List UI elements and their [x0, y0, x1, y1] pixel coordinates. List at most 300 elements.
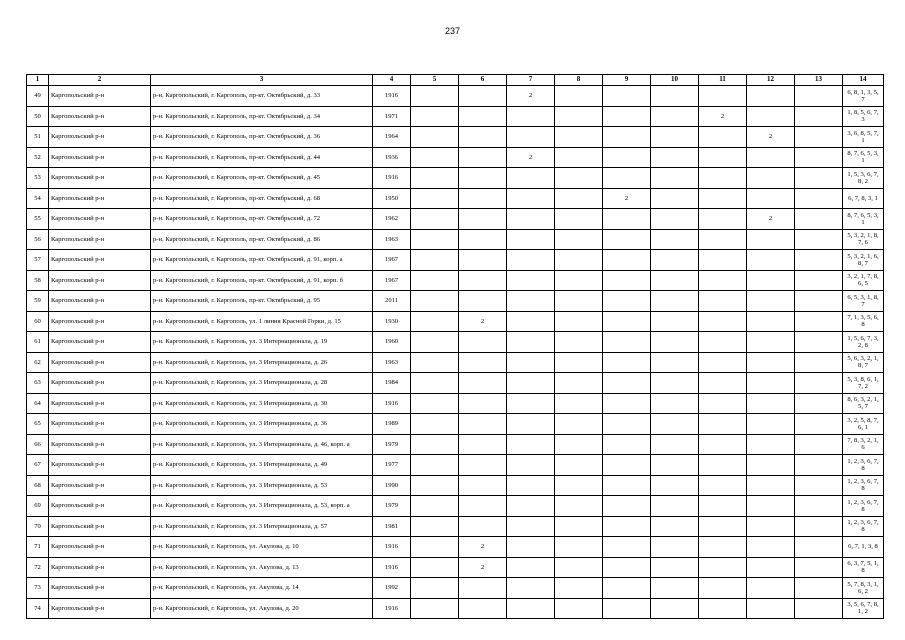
cell-col-14: 6, 7, 1, 3, 8: [843, 537, 884, 558]
cell-col-5: [411, 578, 459, 599]
cell-district: Каргопольский р-н: [49, 270, 151, 291]
cell-col-13: [795, 373, 843, 394]
cell-col-10: [651, 496, 699, 517]
cell-col-8: [555, 557, 603, 578]
cell-address: р-н. Каргопольский, г. Каргополь, ул. 3 Интернационала, д. 36: [151, 414, 373, 435]
table-row: [27, 434, 884, 455]
cell-col-11: [699, 434, 747, 455]
cell-col-13: [795, 229, 843, 250]
table-header-row: [27, 75, 884, 86]
cell-col-14: 3, 2, 5, 8, 7, 6, 1: [843, 414, 884, 435]
cell-col-14: 6, 7, 8, 3, 1: [843, 188, 884, 209]
cell-col-6: [459, 373, 507, 394]
cell-col-14: 8, 6, 3, 2, 1, 5, 7: [843, 393, 884, 414]
cell-col-9: [603, 311, 651, 332]
cell-col-9: [603, 393, 651, 414]
cell-year: 1979: [373, 434, 411, 455]
cell-col-14: 8, 7, 6, 5, 3, 1: [843, 147, 884, 168]
column-header-7: 7: [507, 75, 555, 86]
cell-district: Каргопольский р-н: [49, 598, 151, 619]
cell-col-8: [555, 475, 603, 496]
cell-col-7: [507, 578, 555, 599]
cell-col-7: [507, 209, 555, 230]
cell-row-number: 63: [27, 373, 49, 394]
cell-col-5: [411, 475, 459, 496]
cell-col-14: 3, 6, 8, 5, 7, 1: [843, 127, 884, 148]
cell-col-9: [603, 270, 651, 291]
cell-address: р-н. Каргопольский, г. Каргополь, ул. 3 Интернационала, д. 53: [151, 475, 373, 496]
cell-district: Каргопольский р-н: [49, 209, 151, 230]
cell-col-12: 2: [747, 127, 795, 148]
cell-col-9: [603, 475, 651, 496]
cell-col-9: [603, 250, 651, 271]
cell-address: р-н. Каргопольский, г. Каргополь, ул. Акулова, д. 14: [151, 578, 373, 599]
cell-col-8: [555, 393, 603, 414]
table-row: [27, 414, 884, 435]
column-header-1: 1: [27, 75, 49, 86]
cell-col-6: [459, 188, 507, 209]
cell-row-number: 51: [27, 127, 49, 148]
cell-col-6: [459, 229, 507, 250]
cell-col-13: [795, 86, 843, 107]
cell-district: Каргопольский р-н: [49, 393, 151, 414]
cell-col-13: [795, 414, 843, 435]
cell-district: Каргопольский р-н: [49, 516, 151, 537]
cell-col-11: [699, 188, 747, 209]
cell-col-14: 3, 2, 1, 7, 8, 6, 5: [843, 270, 884, 291]
cell-col-9: [603, 352, 651, 373]
table-row: [27, 393, 884, 414]
cell-year: 1989: [373, 414, 411, 435]
cell-row-number: 59: [27, 291, 49, 312]
cell-col-12: [747, 516, 795, 537]
cell-col-11: [699, 352, 747, 373]
cell-col-5: [411, 516, 459, 537]
table-row: [27, 598, 884, 619]
cell-col-10: [651, 270, 699, 291]
cell-row-number: 71: [27, 537, 49, 558]
cell-year: 1916: [373, 393, 411, 414]
table-row: [27, 86, 884, 107]
cell-year: 1936: [373, 147, 411, 168]
cell-col-14: 1, 2, 3, 6, 7, 8: [843, 475, 884, 496]
cell-address: р-н. Каргопольский, г. Каргополь, пр-кт. Октябрьский, д. 33: [151, 86, 373, 107]
cell-col-8: [555, 168, 603, 189]
cell-col-6: [459, 147, 507, 168]
column-header-6: 6: [459, 75, 507, 86]
table-row: [27, 496, 884, 517]
cell-address: р-н. Каргопольский, г. Каргополь, ул. Акулова, д. 13: [151, 557, 373, 578]
cell-col-8: [555, 373, 603, 394]
cell-col-14: 7, 1, 3, 5, 6, 8: [843, 311, 884, 332]
cell-col-12: [747, 291, 795, 312]
cell-row-number: 62: [27, 352, 49, 373]
cell-col-13: [795, 352, 843, 373]
cell-address: р-н. Каргопольский, г. Каргополь, пр-кт. Октябрьский, д. 91, корп. а: [151, 250, 373, 271]
cell-col-6: [459, 291, 507, 312]
cell-district: Каргопольский р-н: [49, 229, 151, 250]
cell-col-7: [507, 393, 555, 414]
cell-address: р-н. Каргопольский, г. Каргополь, ул. 3 Интернационала, д. 49: [151, 455, 373, 476]
cell-col-6: 2: [459, 557, 507, 578]
cell-col-7: [507, 106, 555, 127]
cell-col-12: [747, 311, 795, 332]
cell-col-5: [411, 291, 459, 312]
cell-col-12: [747, 106, 795, 127]
cell-col-5: [411, 393, 459, 414]
cell-address: р-н. Каргопольский, г. Каргополь, пр-кт. Октябрьский, д. 68: [151, 188, 373, 209]
table-row: [27, 311, 884, 332]
cell-col-9: [603, 86, 651, 107]
cell-row-number: 66: [27, 434, 49, 455]
cell-col-7: [507, 516, 555, 537]
cell-row-number: 73: [27, 578, 49, 599]
cell-col-10: [651, 250, 699, 271]
cell-col-9: 2: [603, 188, 651, 209]
column-header-10: 10: [651, 75, 699, 86]
cell-col-12: [747, 147, 795, 168]
table-row: [27, 270, 884, 291]
cell-col-10: [651, 127, 699, 148]
cell-address: р-н. Каргопольский, г. Каргополь, пр-кт. Октябрьский, д. 34: [151, 106, 373, 127]
table-row: [27, 578, 884, 599]
cell-col-6: [459, 332, 507, 353]
cell-col-5: [411, 455, 459, 476]
cell-district: Каргопольский р-н: [49, 291, 151, 312]
cell-col-12: [747, 496, 795, 517]
cell-row-number: 54: [27, 188, 49, 209]
cell-col-13: [795, 434, 843, 455]
table-row: [27, 168, 884, 189]
cell-row-number: 58: [27, 270, 49, 291]
cell-col-12: [747, 537, 795, 558]
cell-col-6: [459, 434, 507, 455]
cell-col-7: [507, 455, 555, 476]
cell-col-8: [555, 250, 603, 271]
cell-col-11: [699, 578, 747, 599]
cell-col-7: [507, 311, 555, 332]
cell-col-13: [795, 475, 843, 496]
cell-col-6: [459, 106, 507, 127]
cell-col-6: [459, 270, 507, 291]
column-header-4: 4: [373, 75, 411, 86]
cell-col-8: [555, 188, 603, 209]
cell-col-5: [411, 598, 459, 619]
cell-col-5: [411, 209, 459, 230]
cell-col-14: 8, 7, 6, 5, 3, 1: [843, 209, 884, 230]
cell-col-7: 2: [507, 86, 555, 107]
cell-col-9: [603, 106, 651, 127]
cell-col-6: [459, 168, 507, 189]
cell-col-14: 5, 3, 2, 1, 6, 8, 7: [843, 250, 884, 271]
cell-col-11: [699, 127, 747, 148]
cell-col-12: [747, 598, 795, 619]
cell-col-10: [651, 168, 699, 189]
cell-year: 1950: [373, 188, 411, 209]
cell-col-12: [747, 168, 795, 189]
cell-col-8: [555, 332, 603, 353]
cell-col-7: [507, 168, 555, 189]
cell-col-7: [507, 434, 555, 455]
cell-district: Каргопольский р-н: [49, 578, 151, 599]
column-header-3: 3: [151, 75, 373, 86]
cell-col-14: 6, 3, 7, 5, 1, 8: [843, 557, 884, 578]
cell-col-5: [411, 373, 459, 394]
cell-col-9: [603, 414, 651, 435]
cell-col-9: [603, 209, 651, 230]
cell-col-8: [555, 455, 603, 476]
cell-col-6: [459, 250, 507, 271]
cell-col-13: [795, 537, 843, 558]
cell-col-13: [795, 455, 843, 476]
cell-col-11: [699, 598, 747, 619]
cell-row-number: 57: [27, 250, 49, 271]
cell-col-11: [699, 270, 747, 291]
cell-row-number: 60: [27, 311, 49, 332]
table-row: [27, 147, 884, 168]
table-row: [27, 455, 884, 476]
table-row: [27, 106, 884, 127]
cell-col-14: 3, 5, 6, 7, 8, 1, 2: [843, 598, 884, 619]
cell-col-13: [795, 393, 843, 414]
cell-col-14: 1, 2, 3, 6, 7, 8: [843, 455, 884, 476]
cell-col-7: [507, 414, 555, 435]
cell-col-7: [507, 373, 555, 394]
cell-col-13: [795, 332, 843, 353]
cell-col-7: [507, 557, 555, 578]
cell-district: Каргопольский р-н: [49, 311, 151, 332]
cell-col-14: 1, 5, 3, 6, 7, 8, 2: [843, 168, 884, 189]
cell-col-12: [747, 434, 795, 455]
cell-col-9: [603, 168, 651, 189]
page-number: 237: [444, 26, 461, 36]
cell-col-11: [699, 455, 747, 476]
cell-col-8: [555, 209, 603, 230]
cell-col-14: 1, 8, 5, 6, 7, 3: [843, 106, 884, 127]
cell-col-11: [699, 229, 747, 250]
cell-col-5: [411, 106, 459, 127]
cell-col-12: [747, 270, 795, 291]
cell-address: р-н. Каргопольский, г. Каргополь, пр-кт. Октябрьский, д. 95: [151, 291, 373, 312]
cell-col-14: 7, 8, 3, 2, 1, 6: [843, 434, 884, 455]
cell-col-8: [555, 414, 603, 435]
cell-year: 1979: [373, 496, 411, 517]
table-row: [27, 352, 884, 373]
cell-col-13: [795, 291, 843, 312]
cell-col-5: [411, 414, 459, 435]
cell-col-6: 2: [459, 311, 507, 332]
cell-col-7: [507, 352, 555, 373]
cell-address: р-н. Каргопольский, г. Каргополь, ул. 3 Интернационала, д. 30: [151, 393, 373, 414]
cell-row-number: 55: [27, 209, 49, 230]
table-row: [27, 557, 884, 578]
cell-col-8: [555, 434, 603, 455]
cell-col-10: [651, 516, 699, 537]
cell-address: р-н. Каргопольский, г. Каргополь, ул. 3 Интернационала, д. 57: [151, 516, 373, 537]
cell-col-11: [699, 373, 747, 394]
cell-col-10: [651, 147, 699, 168]
cell-col-12: [747, 475, 795, 496]
column-header-5: 5: [411, 75, 459, 86]
cell-col-6: [459, 516, 507, 537]
cell-col-11: [699, 291, 747, 312]
cell-year: 1967: [373, 250, 411, 271]
table-row: [27, 127, 884, 148]
cell-address: р-н. Каргопольский, г. Каргополь, ул. 3 Интернационала, д. 53, корп. а: [151, 496, 373, 517]
cell-col-5: [411, 188, 459, 209]
cell-col-10: [651, 373, 699, 394]
cell-col-12: [747, 332, 795, 353]
cell-col-11: [699, 332, 747, 353]
cell-row-number: 74: [27, 598, 49, 619]
cell-col-8: [555, 578, 603, 599]
cell-col-7: [507, 332, 555, 353]
cell-col-8: [555, 147, 603, 168]
cell-col-12: [747, 188, 795, 209]
cell-year: 1916: [373, 86, 411, 107]
cell-col-10: [651, 393, 699, 414]
cell-row-number: 68: [27, 475, 49, 496]
cell-col-11: 2: [699, 106, 747, 127]
cell-col-13: [795, 598, 843, 619]
cell-col-13: [795, 106, 843, 127]
cell-col-5: [411, 332, 459, 353]
table-row: [27, 537, 884, 558]
column-header-9: 9: [603, 75, 651, 86]
cell-col-5: [411, 352, 459, 373]
table-row: [27, 229, 884, 250]
table-row: [27, 209, 884, 230]
cell-col-5: [411, 229, 459, 250]
cell-col-10: [651, 598, 699, 619]
cell-col-11: [699, 393, 747, 414]
cell-col-6: [459, 352, 507, 373]
cell-col-10: [651, 475, 699, 496]
cell-district: Каргопольский р-н: [49, 537, 151, 558]
cell-col-7: [507, 598, 555, 619]
cell-col-12: [747, 373, 795, 394]
cell-col-6: [459, 127, 507, 148]
cell-col-10: [651, 229, 699, 250]
cell-col-13: [795, 496, 843, 517]
cell-col-6: [459, 578, 507, 599]
cell-row-number: 72: [27, 557, 49, 578]
cell-district: Каргопольский р-н: [49, 106, 151, 127]
cell-address: р-н. Каргопольский, г. Каргополь, ул. 3 Интернационала, д. 26: [151, 352, 373, 373]
cell-col-11: [699, 86, 747, 107]
cell-year: 1963: [373, 229, 411, 250]
cell-col-9: [603, 147, 651, 168]
cell-col-7: [507, 475, 555, 496]
cell-district: Каргопольский р-н: [49, 250, 151, 271]
cell-col-12: [747, 414, 795, 435]
cell-col-9: [603, 434, 651, 455]
cell-col-13: [795, 311, 843, 332]
cell-row-number: 70: [27, 516, 49, 537]
cell-col-11: [699, 537, 747, 558]
column-header-12: 12: [747, 75, 795, 86]
cell-year: 1981: [373, 516, 411, 537]
table-row: [27, 188, 884, 209]
cell-district: Каргопольский р-н: [49, 475, 151, 496]
cell-address: р-н. Каргопольский, г. Каргополь, ул. 3 Интернационала, д. 19: [151, 332, 373, 353]
cell-address: р-н. Каргопольский, г. Каргополь, ул. 1 линия Красной Горки, д. 15: [151, 311, 373, 332]
cell-col-12: [747, 250, 795, 271]
cell-col-14: 6, 8, 1, 3, 5, 7: [843, 86, 884, 107]
cell-address: р-н. Каргопольский, г. Каргополь, пр-кт. Октябрьский, д. 45: [151, 168, 373, 189]
cell-col-8: [555, 229, 603, 250]
cell-col-12: [747, 578, 795, 599]
cell-col-11: [699, 209, 747, 230]
cell-col-14: 1, 2, 3, 6, 7, 8: [843, 496, 884, 517]
cell-col-9: [603, 516, 651, 537]
cell-col-9: [603, 598, 651, 619]
cell-col-13: [795, 250, 843, 271]
cell-col-10: [651, 106, 699, 127]
cell-col-6: [459, 598, 507, 619]
cell-col-13: [795, 209, 843, 230]
cell-col-12: [747, 393, 795, 414]
cell-col-5: [411, 86, 459, 107]
cell-col-11: [699, 147, 747, 168]
table-row: [27, 475, 884, 496]
cell-address: р-н. Каргопольский, г. Каргополь, пр-кт. Октябрьский, д. 91, корп. б: [151, 270, 373, 291]
cell-col-8: [555, 127, 603, 148]
cell-district: Каргопольский р-н: [49, 147, 151, 168]
cell-col-13: [795, 516, 843, 537]
cell-col-5: [411, 250, 459, 271]
cell-col-7: [507, 291, 555, 312]
cell-address: р-н. Каргопольский, г. Каргополь, ул. Акулова, д. 10: [151, 537, 373, 558]
cell-year: 1930: [373, 311, 411, 332]
cell-district: Каргопольский р-н: [49, 168, 151, 189]
cell-district: Каргопольский р-н: [49, 188, 151, 209]
cell-year: 1990: [373, 475, 411, 496]
cell-col-5: [411, 496, 459, 517]
cell-col-6: [459, 86, 507, 107]
cell-col-10: [651, 434, 699, 455]
cell-district: Каргопольский р-н: [49, 434, 151, 455]
cell-col-8: [555, 86, 603, 107]
cell-col-9: [603, 578, 651, 599]
cell-col-7: [507, 496, 555, 517]
cell-row-number: 49: [27, 86, 49, 107]
cell-col-14: 6, 5, 3, 1, 8, 7: [843, 291, 884, 312]
cell-col-8: [555, 106, 603, 127]
cell-col-7: [507, 250, 555, 271]
cell-col-12: 2: [747, 209, 795, 230]
cell-row-number: 64: [27, 393, 49, 414]
cell-district: Каргопольский р-н: [49, 86, 151, 107]
cell-col-6: 2: [459, 537, 507, 558]
cell-col-6: [459, 496, 507, 517]
housing-register-table: [26, 74, 884, 619]
cell-col-10: [651, 311, 699, 332]
cell-col-13: [795, 147, 843, 168]
cell-col-9: [603, 332, 651, 353]
cell-col-14: 5, 3, 8, 6, 1, 7, 2: [843, 373, 884, 394]
cell-address: р-н. Каргопольский, г. Каргополь, пр-кт. Октябрьский, д. 44: [151, 147, 373, 168]
cell-col-11: [699, 250, 747, 271]
cell-year: 1963: [373, 352, 411, 373]
cell-year: 1916: [373, 168, 411, 189]
cell-col-9: [603, 455, 651, 476]
cell-year: 1964: [373, 127, 411, 148]
cell-col-13: [795, 557, 843, 578]
table-row: [27, 291, 884, 312]
cell-col-7: [507, 127, 555, 148]
cell-col-8: [555, 598, 603, 619]
